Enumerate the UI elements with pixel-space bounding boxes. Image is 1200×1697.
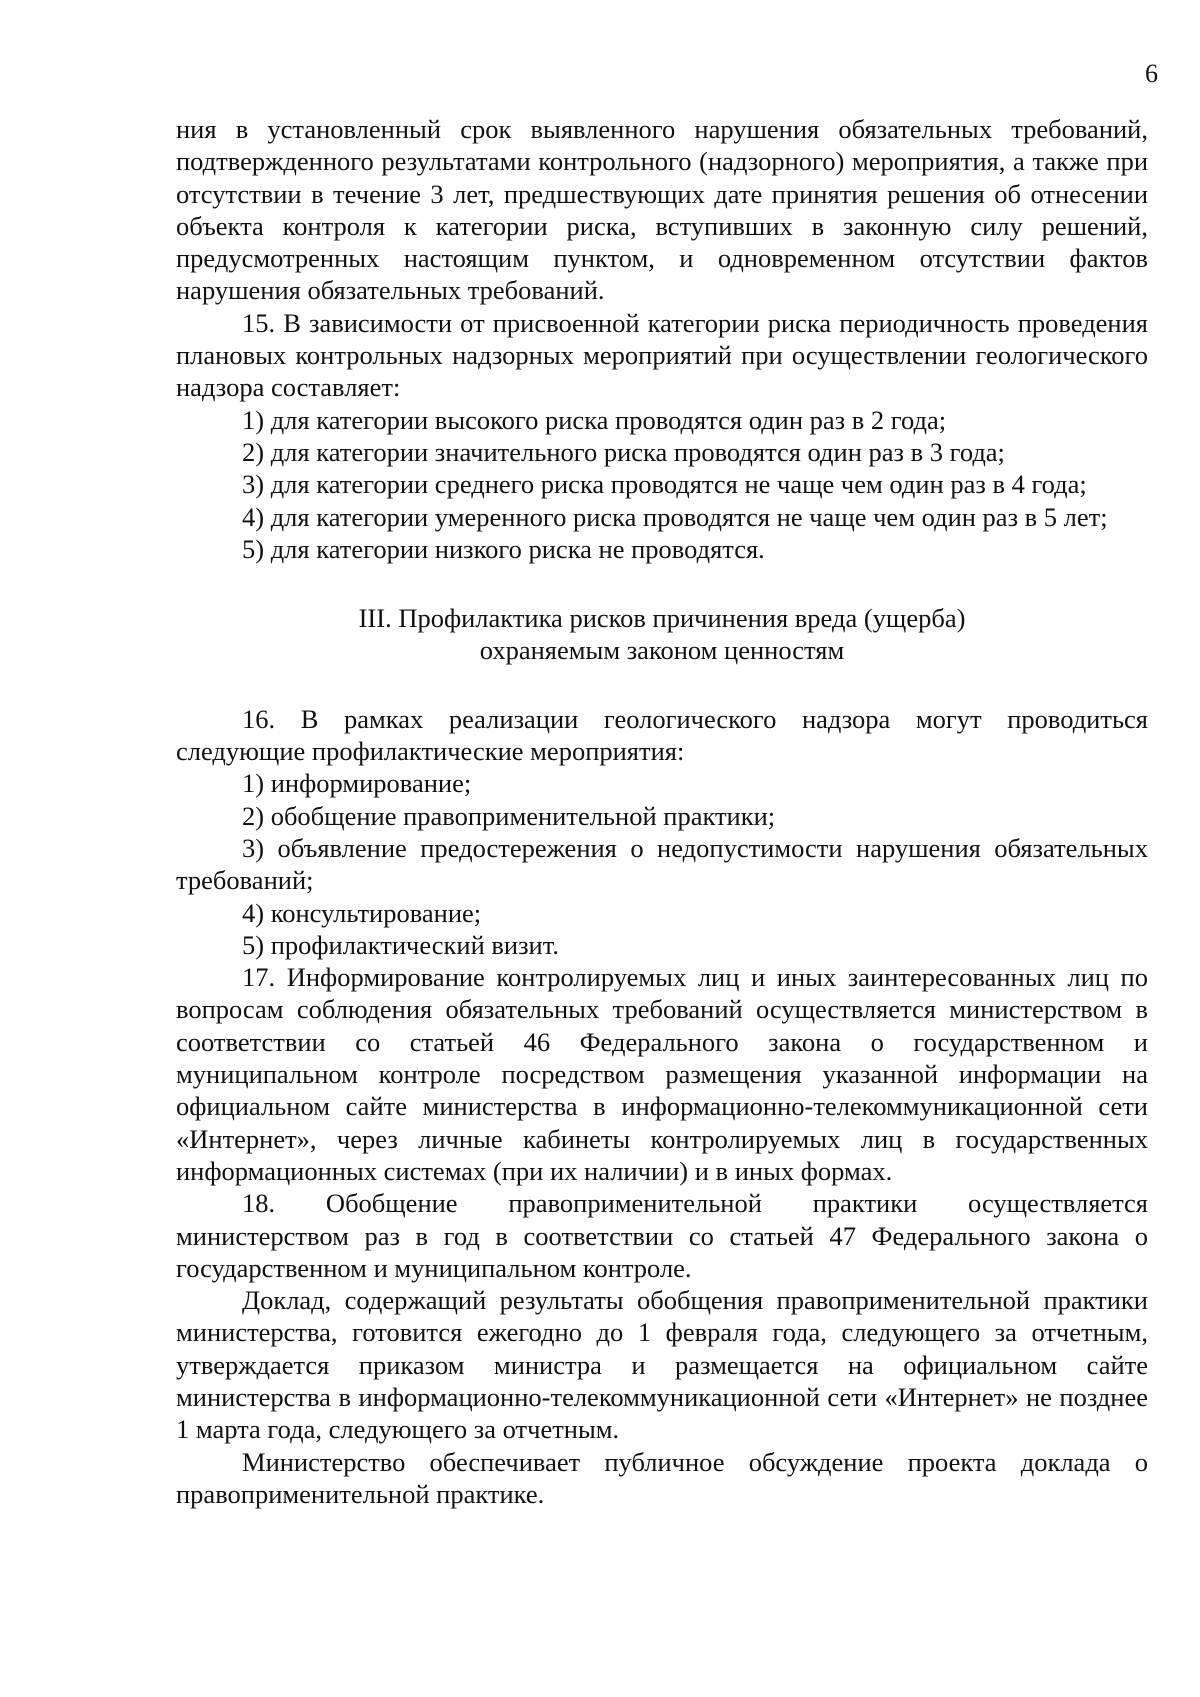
section-heading bbox=[176, 602, 1148, 667]
document-body bbox=[176, 113, 1148, 1510]
paragraph-report: Доклад, содержащий результаты обобщения правоприменительной практики министерства, готовится ежегодно до 1 февраля года, следующего за отчетным, утверждается приказом министра и размещается на официальном сайте министерства в информационно-телекоммуникационной сети «Интернет» не позднее 1 марта года, следующего за отчетным. bbox=[176, 1285, 1148, 1445]
list-item: 3) для категории среднего риска проводятся не чаще чем один раз в 4 года; bbox=[242, 469, 1087, 500]
section-heading-line-2: охраняемым законом ценностям bbox=[479, 635, 845, 666]
paragraph-15: 15. В зависимости от присвоенной категории риска периодичность проведения плановых контрольных надзорных мероприятий при осуществлении геологического надзора составляет: bbox=[176, 307, 1148, 403]
list-item: 1) информирование; bbox=[242, 768, 472, 799]
paragraph-16: 16. В рамках реализации геологического надзора могут проводиться следующие профилактические мероприятия: bbox=[176, 703, 1148, 767]
paragraph-discussion: Министерство обеспечивает публичное обсуждение проекта доклада о правоприменительной практике. bbox=[176, 1446, 1148, 1509]
section-heading-line-1: III. Профилактика рисков причинения вреда (ущерба) bbox=[358, 603, 966, 634]
list-item: 4) консультирование; bbox=[242, 897, 482, 928]
list-item: 1) для категории высокого риска проводятся один раз в 2 года; bbox=[242, 404, 947, 435]
paragraph-18: 18. Обобщение правоприменительной практики осуществляется министерством раз в год в соответствии со статьей 47 Федерального закона о государственном и муниципальном контроле. bbox=[176, 1188, 1148, 1283]
list-item: 2) обобщение правоприменительной практики; bbox=[242, 800, 776, 831]
list-item: 3) объявление предостережения о недопустимости нарушения обязательных требований; bbox=[176, 832, 1148, 896]
list-item: 2) для категории значительного риска проводятся один раз в 3 года; bbox=[242, 436, 1005, 467]
list-item: 5) профилактический визит. bbox=[242, 929, 559, 960]
list-item: 5) для категории низкого риска не проводятся. bbox=[242, 533, 765, 564]
list-item: 4) для категории умеренного риска проводятся не чаще чем один раз в 5 лет; bbox=[242, 501, 1108, 532]
page-number: 6 bbox=[1145, 59, 1158, 88]
paragraph-continuation: ния в установленный срок выявленного нарушения обязательных требований, подтвержденного результатами контрольного (надзорного) мероприятия, а также при отсутствии в течение 3 лет, предшествующих дате принятия решения об отнесении объекта контроля к категории риска, вступивших в законную силу решений, предусмотренных настоящим пунктом, и одновременном отсутствии фактов нарушения обязательных требований. bbox=[176, 114, 1148, 306]
paragraph-17: 17. Информирование контролируемых лиц и иных заинтересованных лиц по вопросам соблюдения обязательных требований осуществляется министерством в соответствии со статьей 46 Федерального закона о государственном и муниципальном контроле посредством размещения указанной информации на официальном сайте министерства в информационно-телекоммуникационной сети «Интернет», через личные кабинеты контролируемых лиц в государственных информационных системах (при их наличии) и в иных формах. bbox=[176, 962, 1148, 1186]
